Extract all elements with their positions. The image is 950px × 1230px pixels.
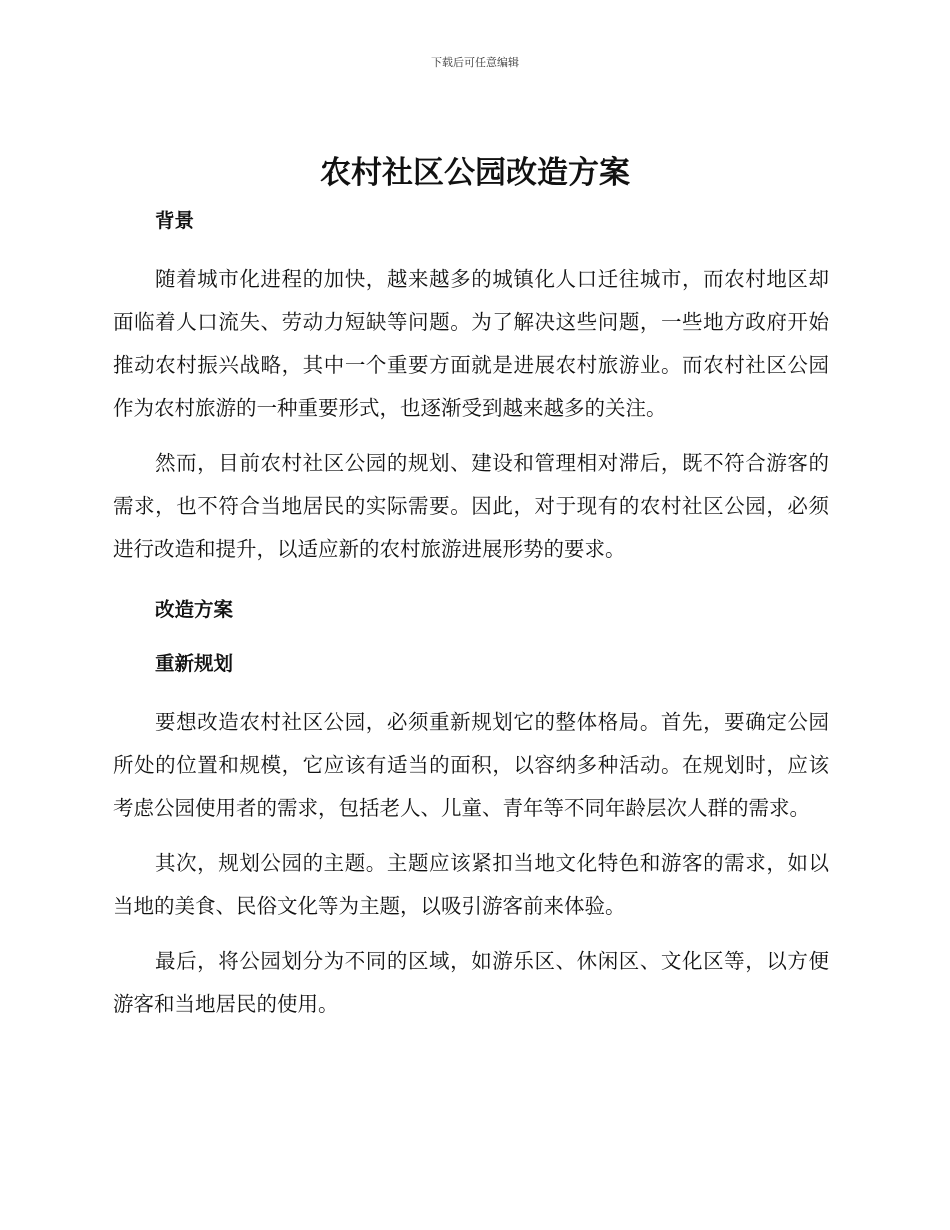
paragraph: 然而，目前农村社区公园的规划、建设和管理相对滞后，既不符合游客的需求，也不符合当地居民的实际需要。因此，对于现有的农村社区公园，必须进行改造和提升，以适应新的农村旅游进展形势的要求。: [113, 451, 829, 561]
document-body: [113, 200, 829, 1026]
section-heading-background: 背景: [155, 209, 195, 232]
paragraph: 要想改造农村社区公园，必须重新规划它的整体格局。首先，要确定公园所处的位置和规模，它应该有适当的面积，以容纳多种活动。在规划时，应该考虑公园使用者的需求，包括老人、儿童、青年等不同年龄层次人群的需求。: [113, 710, 829, 820]
section-heading-plan: 改造方案: [155, 598, 234, 621]
header-note: 下载后可任意编辑: [431, 56, 519, 69]
paragraph: 随着城市化进程的加快，越来越多的城镇化人口迁往城市，而农村地区却面临着人口流失、劳动力短缺等问题。为了解决这些问题，一些地方政府开始推动农村振兴战略，其中一个重要方面就是进展农村旅游业。而农村社区公园作为农村旅游的一种重要形式，也逐渐受到越来越多的关注。: [113, 267, 829, 420]
paragraph: 其次，规划公园的主题。主题应该紧扣当地文化特色和游客的需求，如以当地的美食、民俗文化等为主题，以吸引游客前来体验。: [113, 851, 829, 918]
subsection-heading-replan: 重新规划: [155, 652, 234, 675]
page-title: 农村社区公园改造方案: [320, 155, 630, 191]
paragraph: 最后，将公园划分为不同的区域，如游乐区、休闲区、文化区等，以方便游客和当地居民的使用。: [113, 949, 829, 1016]
